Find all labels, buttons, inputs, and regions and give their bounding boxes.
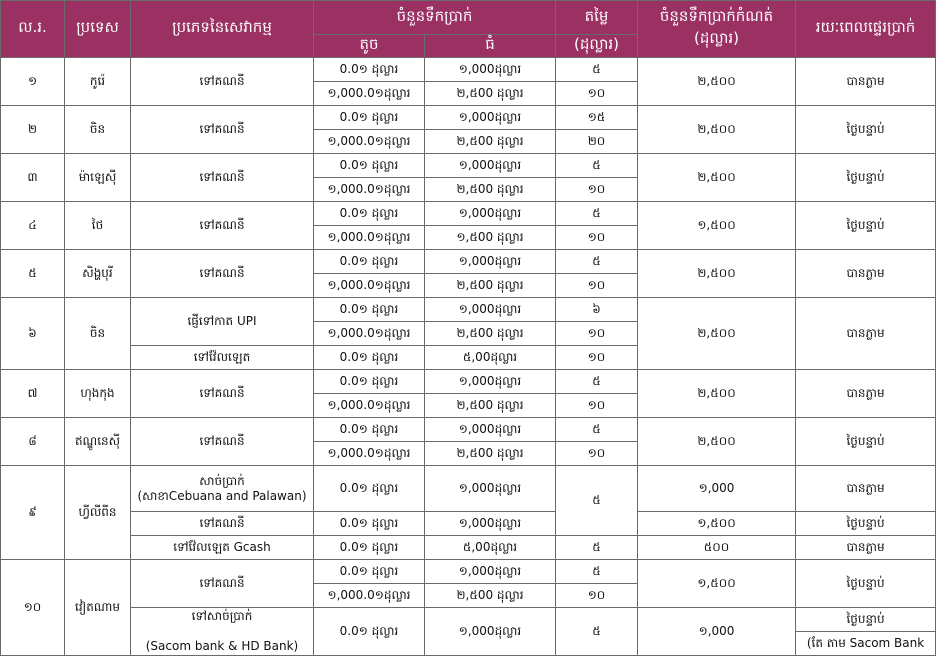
header-limit <box>638 1 796 58</box>
row-service <box>131 608 314 656</box>
row-period: ថ្ងៃបន្ទាប់ <box>796 418 936 466</box>
header-fee: តម្លៃ <box>556 1 638 35</box>
tier-large: ១,៥00 ដុល្លារ <box>425 226 556 250</box>
tier-large: ៥,00ដុល្លារ <box>425 536 556 560</box>
row-country: ហុងកុង <box>65 370 131 418</box>
row-limit: ២,៥០០ <box>638 250 796 298</box>
row-period: ថ្ងៃបន្ទាប់ <box>796 106 936 154</box>
tier-large: ២,៥00 ដុល្លារ <box>425 584 556 608</box>
tier-small: 0.0១ ដុល្លារ <box>314 466 425 512</box>
header-small: តូច <box>314 35 425 58</box>
tier-large: ១,000ដុល្លារ <box>425 58 556 82</box>
tier-small: 0.0១ ដុល្លារ <box>314 106 425 130</box>
tier-small: 0.0១ ដុល្លារ <box>314 250 425 274</box>
row-limit: ២,៥០០ <box>638 154 796 202</box>
row-limit: ២,៥០០ <box>638 106 796 154</box>
row-service: ផ្ញើទៅកាត UPI <box>131 298 314 346</box>
row-period: បានភ្លាម <box>796 466 936 512</box>
table-row <box>1 298 936 322</box>
row-no: ៨ <box>1 418 65 466</box>
row-period: បានភ្លាម <box>796 370 936 418</box>
header-country: ប្រទេស <box>65 1 131 58</box>
table-row <box>1 202 936 226</box>
row-no: ៤ <box>1 202 65 250</box>
tier-small: 0.0១ ដុល្លារ <box>314 536 425 560</box>
tier-small: 0.0១ ដុល្លារ <box>314 560 425 584</box>
row-country: ឥណ្ឌូនេស៊ី <box>65 418 131 466</box>
tier-fee: ១០ <box>556 442 638 466</box>
row-period: ថ្ងៃបន្ទាប់ <box>796 202 936 250</box>
tier-large: ២,៥00 ដុល្លារ <box>425 178 556 202</box>
header-limit-unit: (ដុល្លារ) <box>694 29 740 47</box>
tier-small: 0.0១ ដុល្លារ <box>314 512 425 536</box>
tier-fee: ១០ <box>556 346 638 370</box>
tier-large: ៥,00ដុល្លារ <box>425 346 556 370</box>
table-row <box>1 370 936 394</box>
tier-small: ១,000.0១ដុល្លារ <box>314 584 425 608</box>
row-service: ទៅគណនី <box>131 418 314 466</box>
tier-fee: ៥ <box>556 58 638 82</box>
header-limit-label: ចំនួនទឹកប្រាក់កំណត់ <box>659 7 774 25</box>
row-no: ៥ <box>1 250 65 298</box>
tier-large: ១,000ដុល្លារ <box>425 418 556 442</box>
table-row <box>1 58 936 82</box>
tier-large: ១,000ដុល្លារ <box>425 466 556 512</box>
row-no: ២ <box>1 106 65 154</box>
service-line-2: (Sacom bank & HD Bank) <box>145 639 299 653</box>
header-no: ល.រ. <box>1 1 65 58</box>
row-service <box>131 466 314 512</box>
tier-small: ១,000.0១ដុល្លារ <box>314 274 425 298</box>
tier-fee: ៥ <box>556 608 638 656</box>
row-service: ទៅគណនី <box>131 58 314 106</box>
table-row <box>1 418 936 442</box>
row-service: ទៅគណនី <box>131 370 314 418</box>
row-limit: ២,៥០០ <box>638 58 796 106</box>
row-service: ទៅវ៉ែលឡេត <box>131 346 314 370</box>
row-period: បានភ្លាម <box>796 250 936 298</box>
header-service-type: ប្រភេទនៃសេវាកម្ម <box>131 1 314 58</box>
tier-large: ១,000ដុល្លារ <box>425 106 556 130</box>
table-row <box>1 512 936 536</box>
row-no: ១០ <box>1 560 65 656</box>
row-service: ទៅវ៉ែលឡេត Gcash <box>131 536 314 560</box>
row-country: ចិន <box>65 106 131 154</box>
row-country: កូរ៉េ <box>65 58 131 106</box>
header-large: ធំ <box>425 35 556 58</box>
tier-fee: ១០ <box>556 394 638 418</box>
tier-large: ១,000ដុល្លារ <box>425 154 556 178</box>
table-row <box>1 608 936 632</box>
tier-small: 0.0១ ដុល្លារ <box>314 202 425 226</box>
row-no: ៦ <box>1 298 65 370</box>
tier-small: ១,000.0១ដុល្លារ <box>314 178 425 202</box>
tier-fee: ១០ <box>556 274 638 298</box>
row-limit: ៥០០ <box>638 536 796 560</box>
tier-small: ១,000.0១ដុល្លារ <box>314 130 425 154</box>
tier-small: 0.0១ ដុល្លារ <box>314 154 425 178</box>
tier-large: ១,000ដុល្លារ <box>425 250 556 274</box>
row-period-note: (តែ តាម Sacom Bank <box>796 632 936 656</box>
service-line-2: (សាខាCebuana and Palawan) <box>137 488 307 503</box>
row-period: បានភ្លាម <box>796 298 936 370</box>
tier-fee: ៥ <box>556 560 638 584</box>
tier-small: ១,000.0១ដុល្លារ <box>314 322 425 346</box>
tier-fee: ៥ <box>556 370 638 394</box>
tier-fee: ៥ <box>556 202 638 226</box>
table-row <box>1 560 936 584</box>
row-no: ៩ <box>1 466 65 560</box>
row-period: ថ្ងៃបន្ទាប់ <box>796 154 936 202</box>
tier-small: ១,000.0១ដុល្លារ <box>314 442 425 466</box>
tier-large: ២,៥00 ដុល្លារ <box>425 442 556 466</box>
tier-small: 0.0១ ដុល្លារ <box>314 418 425 442</box>
row-limit: ២,៥០០ <box>638 370 796 418</box>
table-row <box>1 106 936 130</box>
row-no: ៧ <box>1 370 65 418</box>
row-limit: ១,៥០០ <box>638 512 796 536</box>
tier-fee: ១០ <box>556 584 638 608</box>
tier-large: ២,៥00 ដុល្លារ <box>425 274 556 298</box>
tier-large: ២,៥00 ដុល្លារ <box>425 130 556 154</box>
header-amount: ចំនួនទឹកប្រាក់ <box>314 1 556 35</box>
tier-fee: ៥ <box>556 466 638 536</box>
row-limit: ១,000 <box>638 608 796 656</box>
tier-fee: ១០ <box>556 178 638 202</box>
row-limit: ២,៥០០ <box>638 418 796 466</box>
row-service: ទៅគណនី <box>131 202 314 250</box>
row-service: ទៅគណនី <box>131 560 314 608</box>
tier-large: ១,000ដុល្លារ <box>425 298 556 322</box>
tier-large: ១,000ដុល្លារ <box>425 560 556 584</box>
tier-fee: ១៥ <box>556 106 638 130</box>
row-limit: ២,៥០០ <box>638 298 796 370</box>
row-limit: ១,៥០០ <box>638 202 796 250</box>
row-period: បានភ្លាម <box>796 536 936 560</box>
tier-small: 0.0១ ដុល្លារ <box>314 58 425 82</box>
row-period: បានភ្លាម <box>796 58 936 106</box>
tier-small: 0.0១ ដុល្លារ <box>314 298 425 322</box>
row-country: ម៉ាឡេស៊ី <box>65 154 131 202</box>
row-country: ចិន <box>65 298 131 370</box>
tier-large: ១,000ដុល្លារ <box>425 370 556 394</box>
tier-fee: ២០ <box>556 130 638 154</box>
tier-fee: ៦ <box>556 298 638 322</box>
service-line-1: សាច់ប្រាក់ <box>199 473 245 488</box>
table-row <box>1 466 936 512</box>
tier-small: ១,000.0១ដុល្លារ <box>314 82 425 106</box>
row-country: វៀតណាម <box>65 560 131 656</box>
tier-large: ២,៥00 ដុល្លារ <box>425 82 556 106</box>
tier-small: 0.0១ ដុល្លារ <box>314 346 425 370</box>
tier-fee: ១០ <box>556 226 638 250</box>
tier-large: ១,000ដុល្លារ <box>425 608 556 656</box>
table-row <box>1 250 936 274</box>
tier-large: ២,៥00 ដុល្លារ <box>425 322 556 346</box>
tier-fee: ១០ <box>556 322 638 346</box>
row-service: ទៅគណនី <box>131 106 314 154</box>
row-country: ថៃ <box>65 202 131 250</box>
tier-small: ១,000.0១ដុល្លារ <box>314 394 425 418</box>
tier-large: ១,000ដុល្លារ <box>425 512 556 536</box>
row-period: ថ្ងៃបន្ទាប់ <box>796 608 936 632</box>
tier-large: ១,000ដុល្លារ <box>425 202 556 226</box>
row-no: ១ <box>1 58 65 106</box>
service-line-1: ទៅសាច់ប្រាក់ <box>191 609 253 623</box>
row-period: ថ្ងៃបន្ទាប់ <box>796 560 936 608</box>
row-limit: ១,៥០០ <box>638 560 796 608</box>
row-country: ហ្វីលីពីន <box>65 466 131 560</box>
row-service: ទៅគណនី <box>131 250 314 298</box>
tier-small: ១,000.0១ដុល្លារ <box>314 226 425 250</box>
row-no: ៣ <box>1 154 65 202</box>
tier-fee: ៥ <box>556 154 638 178</box>
tier-fee: ៥ <box>556 418 638 442</box>
table-row <box>1 154 936 178</box>
tier-fee: ១០ <box>556 82 638 106</box>
row-limit: ១,000 <box>638 466 796 512</box>
tier-small: 0.0១ ដុល្លារ <box>314 370 425 394</box>
tier-fee: ៥ <box>556 250 638 274</box>
header-fee-unit: (ដុល្លារ) <box>556 35 638 58</box>
tier-small: 0.0១ ដុល្លារ <box>314 608 425 656</box>
table-row <box>1 536 936 560</box>
row-service: ទៅគណនី <box>131 512 314 536</box>
tier-fee: ៥ <box>556 536 638 560</box>
tier-large: ២,៥00 ដុល្លារ <box>425 394 556 418</box>
row-country: សិង្ហបុរី <box>65 250 131 298</box>
header-period: រយៈពេលផ្ទេរប្រាក់ <box>796 1 936 58</box>
row-period: ថ្ងៃបន្ទាប់ <box>796 512 936 536</box>
row-service: ទៅគណនី <box>131 154 314 202</box>
